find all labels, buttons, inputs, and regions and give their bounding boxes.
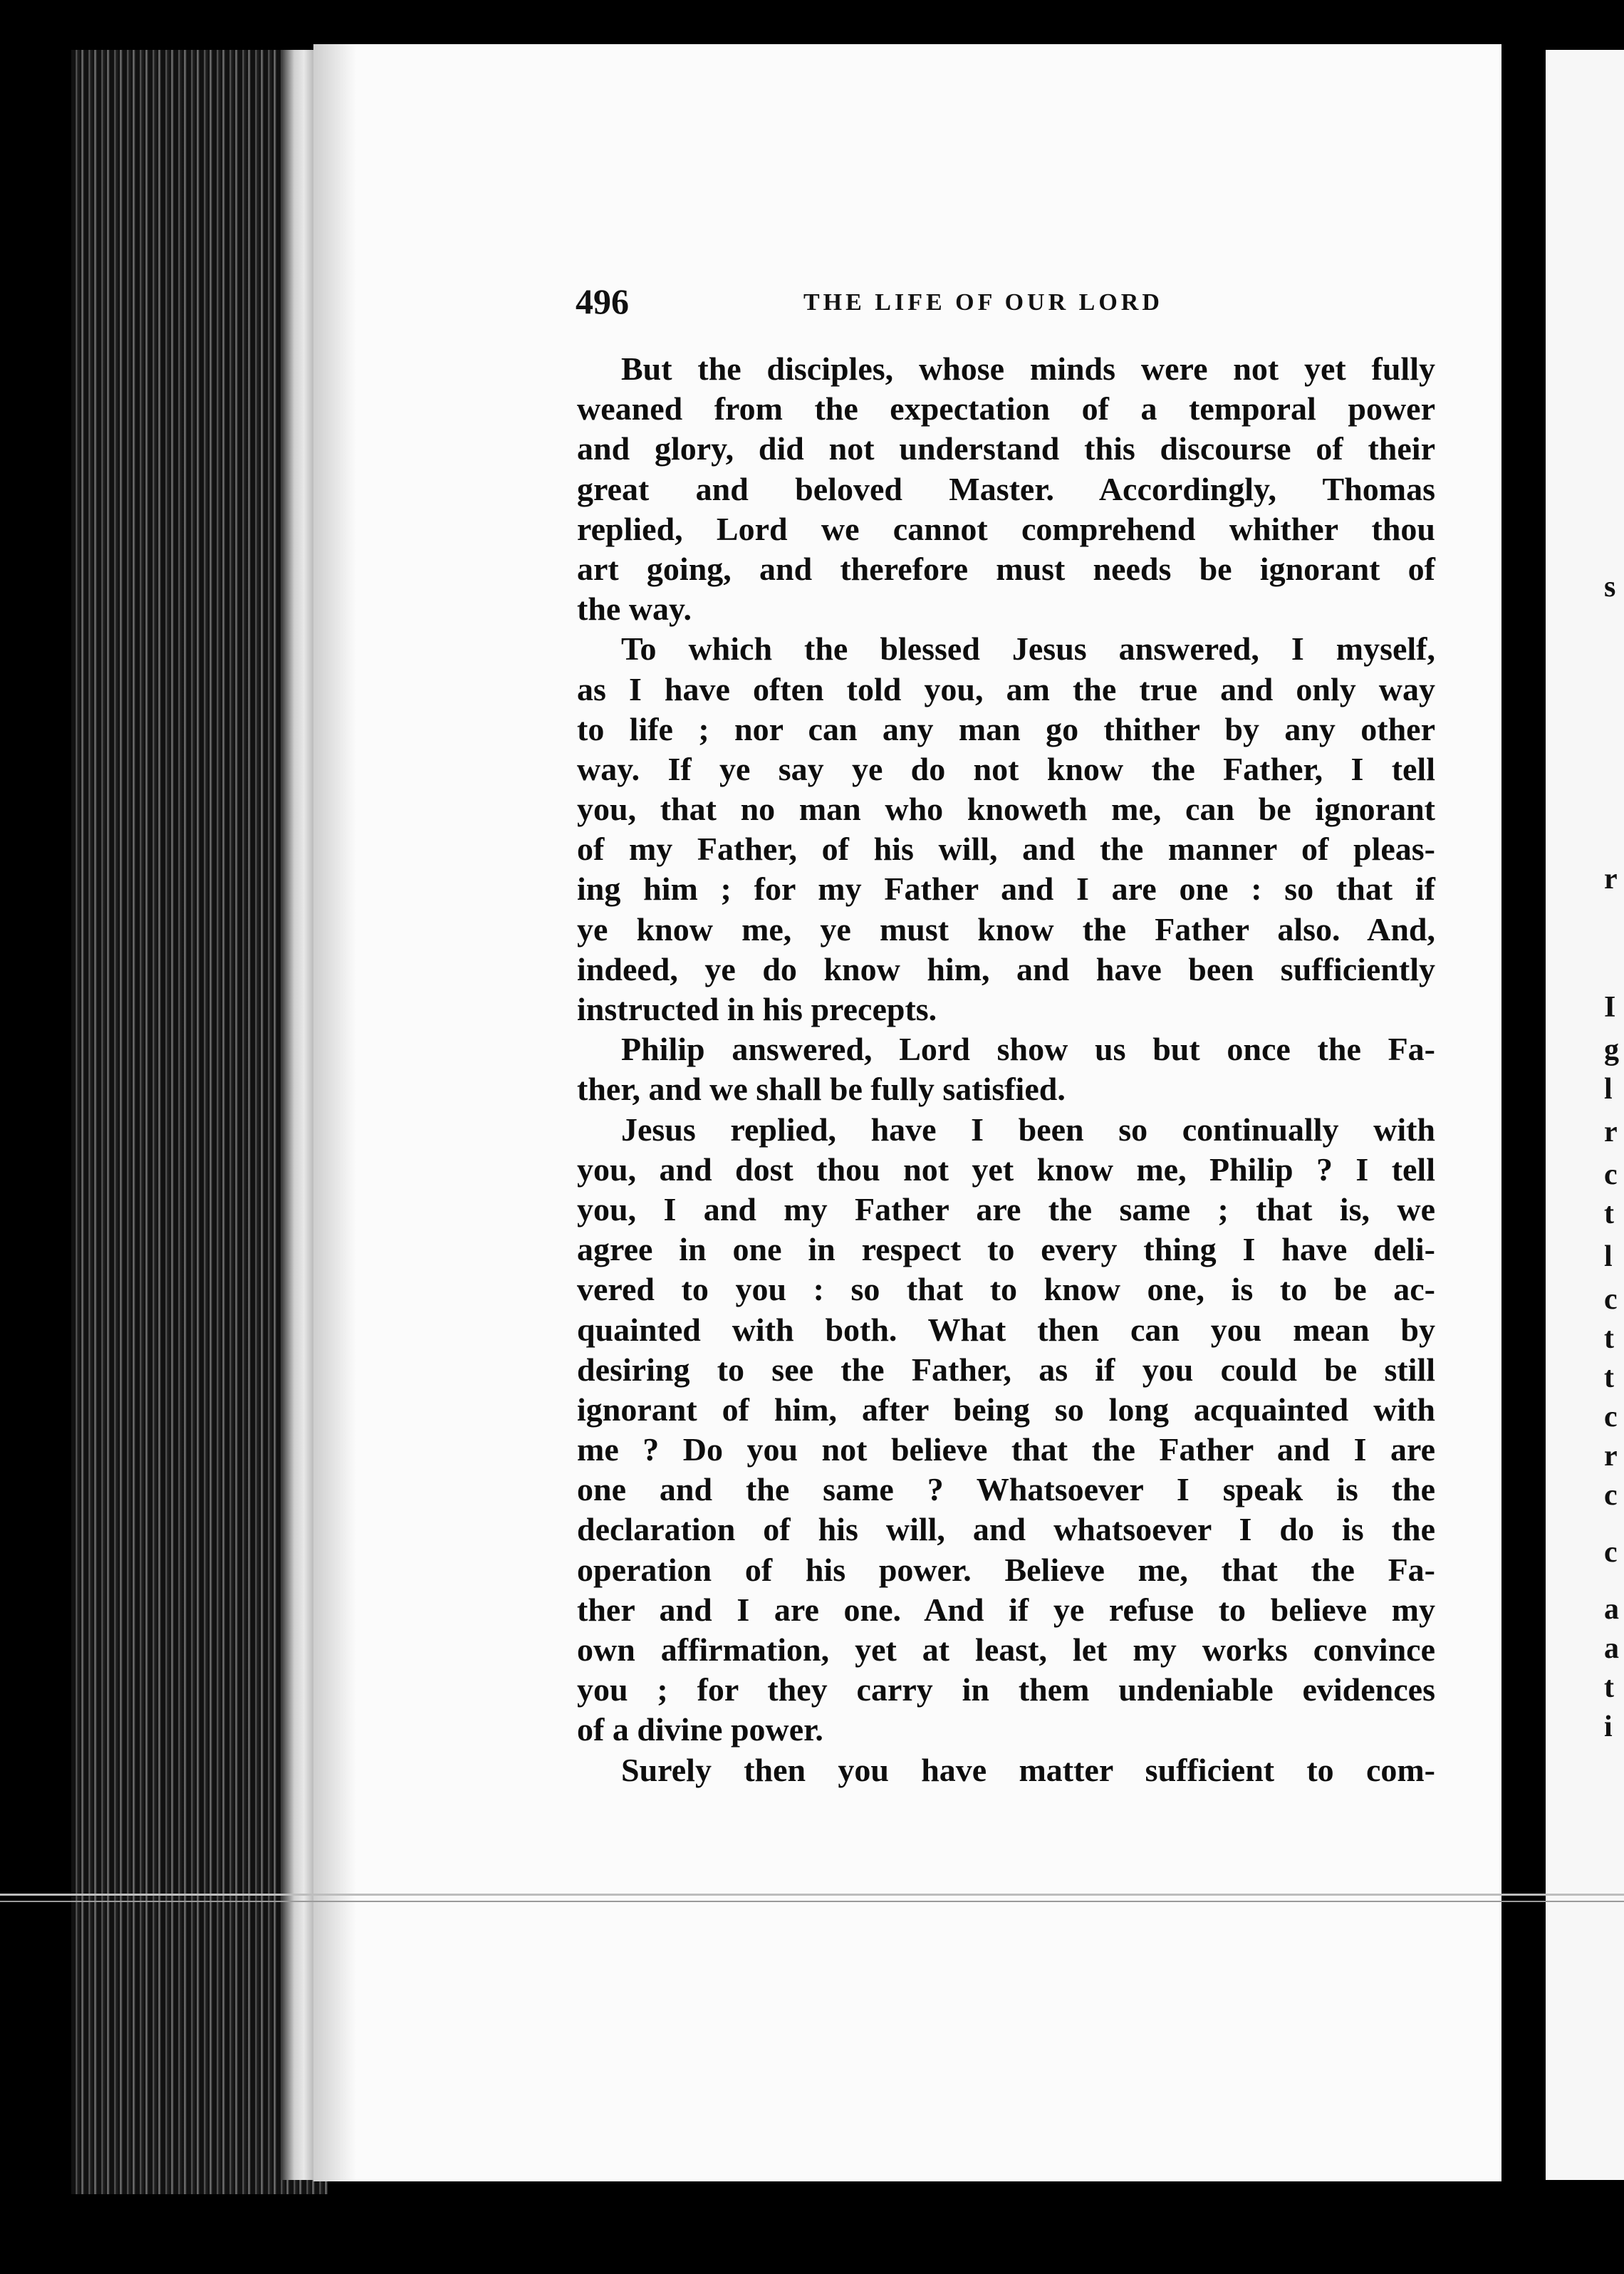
text-line: agree in one in respect to every thing I have deli- xyxy=(577,1231,1435,1268)
text-line: you ; for they carry in them undeniable evidences xyxy=(577,1671,1435,1708)
facing-page-fragment: t xyxy=(1604,1322,1614,1355)
facing-page-fragment: t xyxy=(1604,1671,1614,1704)
text-line: Surely then you have matter sufficient to com- xyxy=(621,1751,1435,1788)
text-line: replied, Lord we cannot comprehend whither thou xyxy=(577,510,1435,547)
text-line: you, I and my Father are the same ; that is, we xyxy=(577,1190,1435,1227)
text-line: you, that no man who knoweth me, can be ignorant xyxy=(577,791,1435,828)
facing-page-fragment: a xyxy=(1604,1632,1619,1665)
text-line: way. If ye say ye do not know the Father, I tell xyxy=(577,750,1435,787)
facing-page-fragment: l xyxy=(1604,1240,1613,1273)
text-line: art going, and therefore must needs be ignorant of xyxy=(577,550,1435,587)
facing-page-fragment: c xyxy=(1604,1158,1618,1191)
page-edge-highlight xyxy=(281,50,313,2180)
text-line: operation of his power. Believe me, that the Fa- xyxy=(577,1551,1435,1588)
text-line: ing him ; for my Father and I are one : so that if xyxy=(577,871,1435,908)
text-line: But the disciples, whose minds were not yet fully xyxy=(621,351,1435,387)
facing-page-fragment: r xyxy=(1604,863,1618,895)
text-line: you, and dost thou not yet know me, Philip ? I tell xyxy=(577,1151,1435,1188)
text-line: own affirmation, yet at least, let my works convince xyxy=(577,1631,1435,1668)
text-line: one and the same ? Whatsoever I speak is the xyxy=(577,1471,1435,1508)
body-text xyxy=(577,349,1435,1790)
facing-page-fragment: g xyxy=(1604,1034,1619,1066)
facing-page-fragment: t xyxy=(1604,1198,1614,1230)
gutter-shadow xyxy=(313,44,356,2181)
text-line: vered to you : so that to know one, is to be ac- xyxy=(577,1271,1435,1308)
facing-page-fragment: a xyxy=(1604,1593,1619,1626)
text-line: of a divine power. xyxy=(577,1711,823,1748)
facing-page-fragment: t xyxy=(1604,1361,1614,1394)
text-line: instructed in his precepts. xyxy=(577,991,937,1027)
text-line: ye know me, ye must know the Father also. And, xyxy=(577,910,1435,947)
facing-page-fragment: c xyxy=(1604,1479,1618,1512)
facing-page-fragment: s xyxy=(1604,571,1616,603)
facing-page-fragment: r xyxy=(1604,1116,1618,1148)
text-line: Philip answered, Lord show us but once the Fa- xyxy=(621,1031,1435,1068)
facing-page-fragment: I xyxy=(1604,991,1616,1024)
facing-page-text-fragments xyxy=(1604,0,1624,2274)
text-line: Jesus replied, have I been so continually with xyxy=(621,1111,1435,1148)
text-line: great and beloved Master. Accordingly, Thomas xyxy=(577,470,1435,507)
text-line: and glory, did not understand this discourse of their xyxy=(577,430,1435,467)
text-line: weaned from the expectation of a temporal power xyxy=(577,390,1435,427)
text-line: of my Father, of his will, and the manner of pleas- xyxy=(577,831,1435,868)
scan-artifact-line xyxy=(0,1894,1624,1896)
facing-page-fragment: i xyxy=(1604,1710,1613,1743)
text-line: desiring to see the Father, as if you could be still xyxy=(577,1351,1435,1388)
page-number: 496 xyxy=(576,281,629,321)
facing-page-fragment: c xyxy=(1604,1283,1618,1316)
text-line: me ? Do you not believe that the Father and I are xyxy=(577,1431,1435,1468)
facing-page-fragment: l xyxy=(1604,1073,1613,1106)
text-line: as I have often told you, am the true and only way xyxy=(577,670,1435,707)
text-line: to life ; nor can any man go thither by any other xyxy=(577,710,1435,747)
text-line: the way. xyxy=(577,591,692,628)
text-line: declaration of his will, and whatsoever I do is the xyxy=(577,1511,1435,1548)
scan-artifact-line xyxy=(0,1901,1624,1902)
running-head: THE LIFE OF OUR LORD xyxy=(803,289,1163,316)
facing-page-fragment: c xyxy=(1604,1401,1618,1433)
facing-page-fragment: c xyxy=(1604,1536,1618,1569)
text-line: quainted with both. What then can you mean by xyxy=(577,1311,1435,1348)
text-line: indeed, ye do know him, and have been sufficiently xyxy=(577,950,1435,987)
text-line: ther, and we shall be fully satisfied. xyxy=(577,1071,1066,1108)
text-line: ther and I are one. And if ye refuse to believe my xyxy=(577,1591,1435,1628)
facing-page-fragment: r xyxy=(1604,1440,1618,1473)
text-line: ignorant of him, after being so long acquainted with xyxy=(577,1391,1435,1428)
text-line: To which the blessed Jesus answered, I myself, xyxy=(621,630,1435,668)
